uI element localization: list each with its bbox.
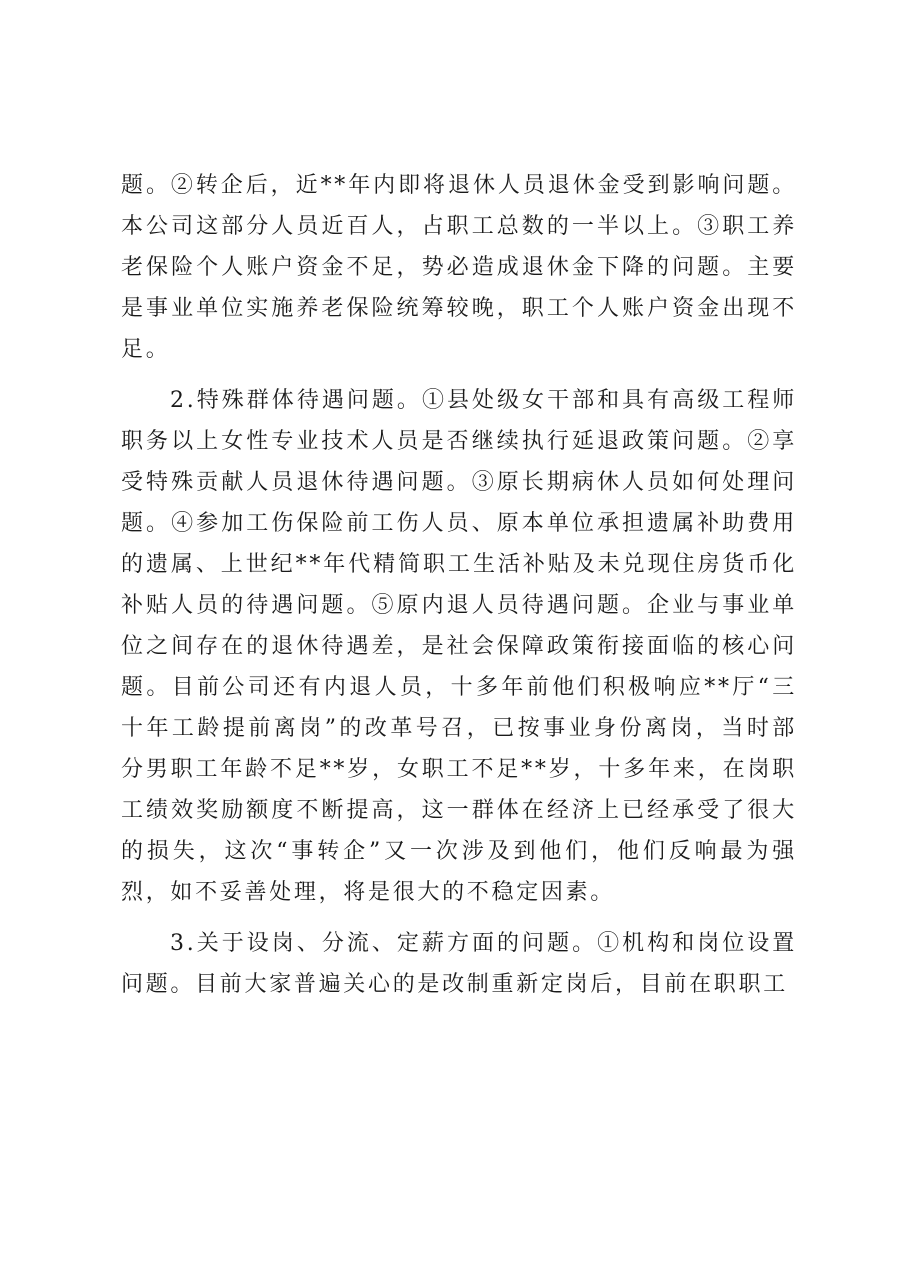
document-body — [121, 165, 797, 1015]
paragraph-retirement-issues: 题。②转企后，近**年内即将退休人员退休金受到影响问题。本公司这部分人员近百人，占职工总数的一半以上。③职工养老保险个人账户资金不足，势必造成退休金下降的问题。主要是事业单位实施养老保险统筹较晚，职工个人账户资金出现不足。 — [121, 173, 797, 362]
paragraph-special-groups: 2.特殊群体待遇问题。①县处级女干部和具有高级工程师职务以上女性专业技术人员是否继续执行延退政策问题。②享受特殊贡献人员退休待遇问题。③原长期病休人员如何处理问题。④参加工伤保险前工伤人员、原本单位承担遗属补助费用的遗属、上世纪**年代精简职工生活补贴及未兑现住房货币化补贴人员的待遇问题。⑤原内退人员待遇问题。企业与事业单位之间存在的退休待遇差，是社会保障政策衔接面临的核心问题。目前公司还有内退人员，十多年前他们积极响应**厅“三十年工龄提前离岗”的改革号召，已按事业身份离岗，当时部分男职工年龄不足**岁，女职工不足**岁，十多年来，在岗职工绩效奖励额度不断提高，这一群体在经济上已经承受了很大的损失，这次“事转企”又一次涉及到他们，他们反响最为强烈，如不妥善处理，将是很大的不稳定因素。 — [121, 388, 797, 905]
paragraph-posts-diversion-salary: 3.关于设岗、分流、定薪方面的问题。①机构和岗位设置问题。目前大家普遍关心的是改制重新定岗后，目前在职职工 — [121, 931, 797, 997]
